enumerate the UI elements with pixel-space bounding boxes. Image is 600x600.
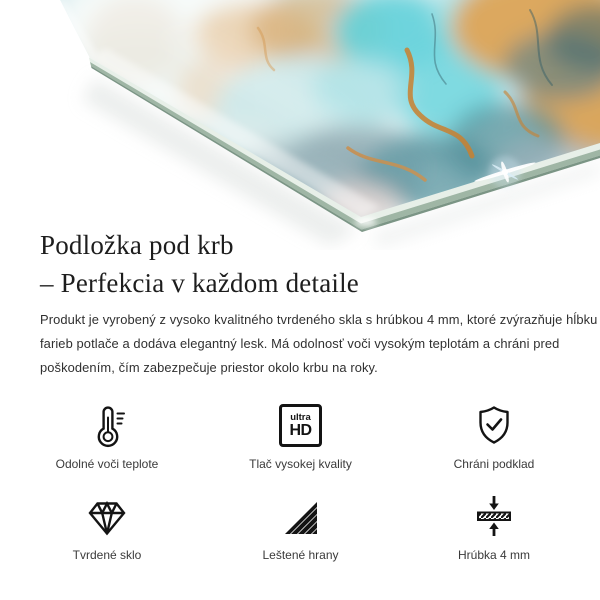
feature-label: Leštené hrany <box>262 548 339 562</box>
thickness-icon <box>471 493 517 539</box>
title-line-2: – Perfekcia v každom detaile <box>40 268 359 298</box>
feature-tempered-glass <box>32 493 182 562</box>
description-line-1: Produkt je vyrobený z vysoko kvalitného tvrdeného skla s hrúbkou 4 mm, ktoré zvýrazňuje hĺbku <box>40 312 598 327</box>
feature-row-1 <box>32 402 569 471</box>
ultra-hd-icon <box>279 402 322 448</box>
feature-label: Tlač vysokej kvality <box>249 457 352 471</box>
feature-row-2 <box>32 493 569 562</box>
feature-thickness <box>419 493 569 562</box>
description-line-2: farieb potlače a dodáva elegantný lesk. Má odolnosť voči vysokým teplotám a chráni pred <box>40 336 560 351</box>
hero-glass-panel-image <box>0 0 600 250</box>
shield-check-icon <box>471 402 517 448</box>
description-line-3: poškodením, čím zabezpečuje priestor okolo krbu na roky. <box>40 360 378 375</box>
product-description <box>40 308 598 380</box>
feature-label: Tvrdené sklo <box>72 548 142 562</box>
diamond-icon <box>84 493 130 539</box>
uhd-label-top: ultra <box>290 411 311 423</box>
title-line-1: Podložka pod krb <box>40 230 234 260</box>
polished-edges-icon <box>278 493 324 539</box>
uhd-label-bottom: HD <box>289 421 312 439</box>
feature-grid <box>32 402 569 562</box>
feature-label: Chráni podklad <box>453 457 535 471</box>
feature-print-quality <box>226 402 376 471</box>
feature-protects-surface <box>419 402 569 471</box>
feature-heat-resistant <box>32 402 182 471</box>
feature-label: Hrúbka 4 mm <box>457 548 531 562</box>
thermometer-icon <box>84 402 130 448</box>
page-title <box>40 226 359 302</box>
feature-polished-edges <box>226 493 376 562</box>
feature-label: Odolné voči teplote <box>55 457 159 471</box>
